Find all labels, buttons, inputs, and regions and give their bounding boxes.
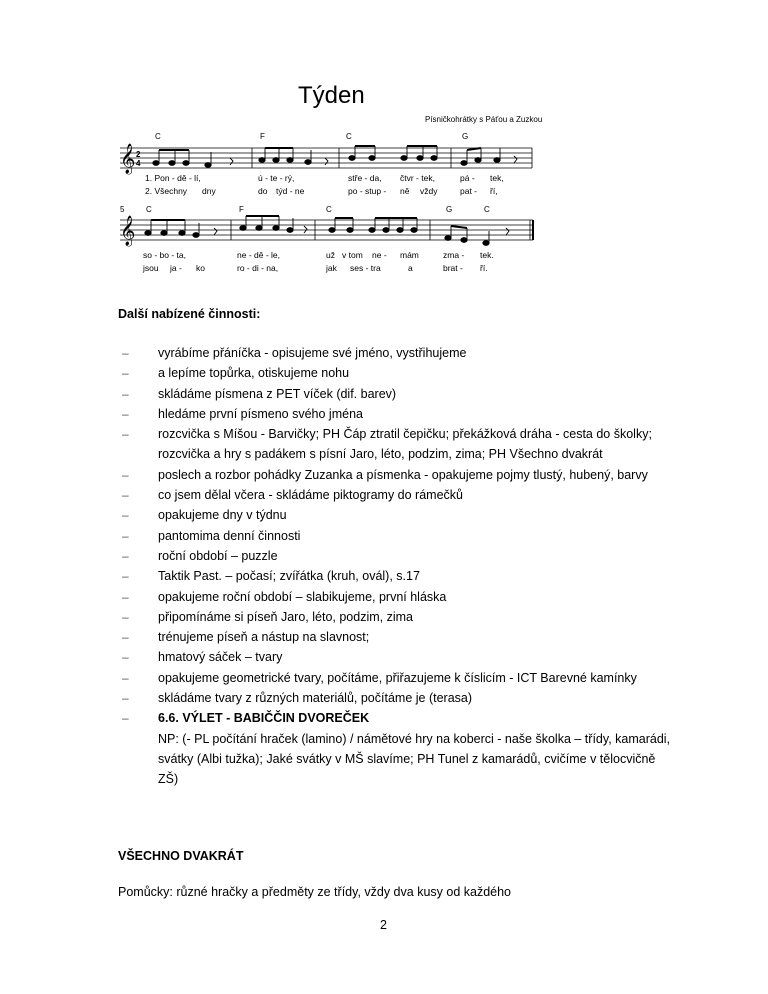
lyric: ú - te - rý, — [258, 173, 295, 183]
lyric: po - stup - — [348, 186, 387, 196]
aids-text: Pomůcky: různé hračky a předměty ze třídy, vždy dva kusy od každého — [118, 885, 511, 899]
list-item-text: roční období – puzzle — [158, 548, 278, 563]
bullet-dash-icon: – — [122, 406, 129, 421]
bullet-dash-icon: – — [122, 366, 129, 381]
lyric: ne - — [372, 250, 387, 260]
lyric: ne - dě - le, — [237, 250, 280, 260]
list-item — [118, 404, 678, 424]
list-item-text: skládáme tvary z různých materiálů, počítáme je (terasa) — [158, 691, 473, 706]
chord: G — [446, 205, 453, 214]
lyric: 1. Pon - dě - lí, — [145, 173, 201, 183]
list-item — [118, 343, 678, 363]
chord: C — [326, 205, 332, 214]
bullet-dash-icon: – — [122, 467, 129, 482]
bullet-dash-icon: – — [122, 711, 129, 726]
list-item-text: vyrábíme přáníčka - opisujeme své jméno, vystřihujeme — [158, 346, 467, 360]
lyric: dny — [202, 186, 216, 196]
bullet-dash-icon: – — [122, 508, 129, 523]
list-item-text: Taktik Past. – počasí; zvířátka (kruh, ovál), s.17 — [158, 569, 420, 584]
notes-staff-1 — [153, 146, 517, 167]
lyric: do — [258, 186, 268, 196]
chord: C — [146, 205, 152, 214]
list-item — [118, 465, 678, 485]
section2-title: VŠECHNO DVAKRÁT — [118, 849, 244, 863]
lyric: už — [326, 250, 335, 260]
lyric: a — [408, 263, 413, 273]
section-title: Další nabízené činnosti: — [118, 307, 261, 321]
chord: F — [260, 132, 265, 141]
treble-clef-icon: 𝄞 — [120, 216, 136, 246]
list-item — [118, 526, 678, 546]
lyric: so - bo - ta, — [143, 250, 186, 260]
list-item-text: NP: (- PL počítání hraček (lamino) / námětové hry na koberci - naše školka – třídy, kamarádi, svátky (Albi tužka); Jaké svátky v MŠ slavíme; PH Tunel z kamarádů, cvičíme v tělocvičně ZŠ) — [158, 731, 671, 787]
lyric: mám — [400, 250, 419, 260]
lyric: ko — [196, 263, 205, 273]
list-item — [118, 647, 678, 667]
lyric: tek, — [490, 173, 504, 183]
list-item — [118, 485, 678, 505]
bullet-dash-icon: – — [122, 589, 129, 604]
staff-2 — [120, 220, 533, 240]
list-item-text: rozcvička s Míšou - Barvičky; PH Čáp ztratil čepičku; překážková dráha - cesta do školky; rozcvička a hry s padákem s písní Jaro, léto, podzim, zima; PH Všechno dvakrát — [158, 427, 652, 462]
bullet-dash-icon: – — [122, 488, 129, 503]
song-title: Týden — [298, 82, 365, 109]
bullet-dash-icon: – — [122, 427, 129, 442]
chords-row-2 — [146, 205, 490, 214]
lyric: ses - tra — [350, 263, 381, 273]
list-item — [118, 668, 678, 688]
bullet-dash-icon: – — [122, 548, 129, 563]
song-subtitle: Písničkohrátky s Páťou a Zuzkou — [425, 115, 543, 124]
chords-row-1 — [155, 132, 468, 141]
list-item-text: a lepíme topůrka, otiskujeme nohu — [158, 366, 350, 381]
list-item — [118, 627, 678, 647]
list-item-text: pantomima denní činnosti — [158, 528, 301, 543]
time-signature: 2 — [136, 150, 141, 159]
lyrics-row-1 — [145, 173, 504, 196]
measure-number: 5 — [120, 205, 125, 214]
lyric: čtvr - tek, — [400, 173, 435, 183]
lyric: 2. Všechny — [145, 186, 188, 196]
lyric: tek. — [480, 250, 494, 260]
sheet-music — [110, 78, 543, 278]
activities-list — [118, 343, 678, 790]
list-item — [118, 587, 678, 607]
list-item-text: opakujeme dny v týdnu — [158, 508, 287, 523]
bullet-dash-icon: – — [122, 670, 129, 685]
bullet-dash-icon: – — [122, 630, 129, 645]
lyric: stře - da, — [348, 173, 382, 183]
list-item — [118, 505, 678, 525]
list-item-text: hmatový sáček – tvary — [158, 650, 283, 665]
page-number: 2 — [380, 918, 387, 932]
bullet-dash-icon: – — [122, 691, 129, 706]
bullet-dash-icon: – — [122, 346, 129, 360]
lyric: jak — [326, 263, 337, 273]
list-item — [118, 363, 678, 383]
lyric: ří. — [480, 263, 488, 273]
list-item-text: skládáme písmena z PET víček (dif. barev) — [158, 386, 397, 401]
chord: G — [462, 132, 469, 141]
bullet-dash-icon: – — [122, 528, 129, 543]
treble-clef-icon: 𝄞 — [120, 144, 136, 174]
lyric: pat - — [460, 186, 478, 196]
chord: F — [239, 205, 244, 214]
list-item-bold: 6.6. VÝLET - BABIČČIN DVOREČEK — [158, 711, 370, 726]
list-item — [118, 688, 678, 708]
list-item — [118, 546, 678, 566]
list-item — [118, 708, 678, 789]
lyric: ří, — [490, 186, 498, 196]
chord: C — [155, 132, 161, 141]
lyric: ro - di - na, — [237, 263, 279, 273]
notes-staff-2 — [145, 216, 509, 245]
bullet-dash-icon: – — [122, 569, 129, 584]
list-item — [118, 607, 678, 627]
chord: C — [484, 205, 490, 214]
bullet-dash-icon: – — [122, 609, 129, 624]
list-item — [118, 384, 678, 404]
lyric: jsou — [143, 263, 159, 273]
list-item-text: připomínáme si píseň Jaro, léto, podzim, zima — [158, 609, 413, 624]
list-item-text: opakujeme roční období – slabikujeme, první hláska — [158, 589, 447, 604]
lyric: brat - — [443, 263, 463, 273]
list-item-text: poslech a rozbor pohádky Zuzanka a písmenka - opakujeme pojmy tlustý, hubený, barvy — [158, 467, 648, 482]
list-item-text: co jsem dělal včera - skládáme piktogramy do rámečků — [158, 488, 463, 503]
lyric: ja - — [170, 263, 182, 273]
lyric: týd - ne — [276, 186, 305, 196]
chord: C — [346, 132, 352, 141]
lyric: pá - — [460, 173, 475, 183]
lyric: vždy — [420, 186, 438, 196]
lyric: zma - — [443, 250, 465, 260]
lyric: ně — [400, 186, 410, 196]
list-item — [118, 566, 678, 586]
list-item-text: trénujeme píseň a nástup na slavnost; — [158, 630, 370, 645]
bullet-dash-icon: – — [122, 650, 129, 665]
list-item-text: hledáme první písmeno svého jména — [158, 406, 363, 421]
svg-text:4: 4 — [136, 159, 141, 168]
lyrics-row-2 — [142, 250, 494, 273]
list-item — [118, 424, 678, 465]
list-item-text: opakujeme geometrické tvary, počítáme, přiřazujeme k číslicím - ICT Barevné kamínky — [158, 670, 637, 685]
lyric: v tom — [342, 250, 363, 260]
bullet-dash-icon: – — [122, 386, 129, 401]
